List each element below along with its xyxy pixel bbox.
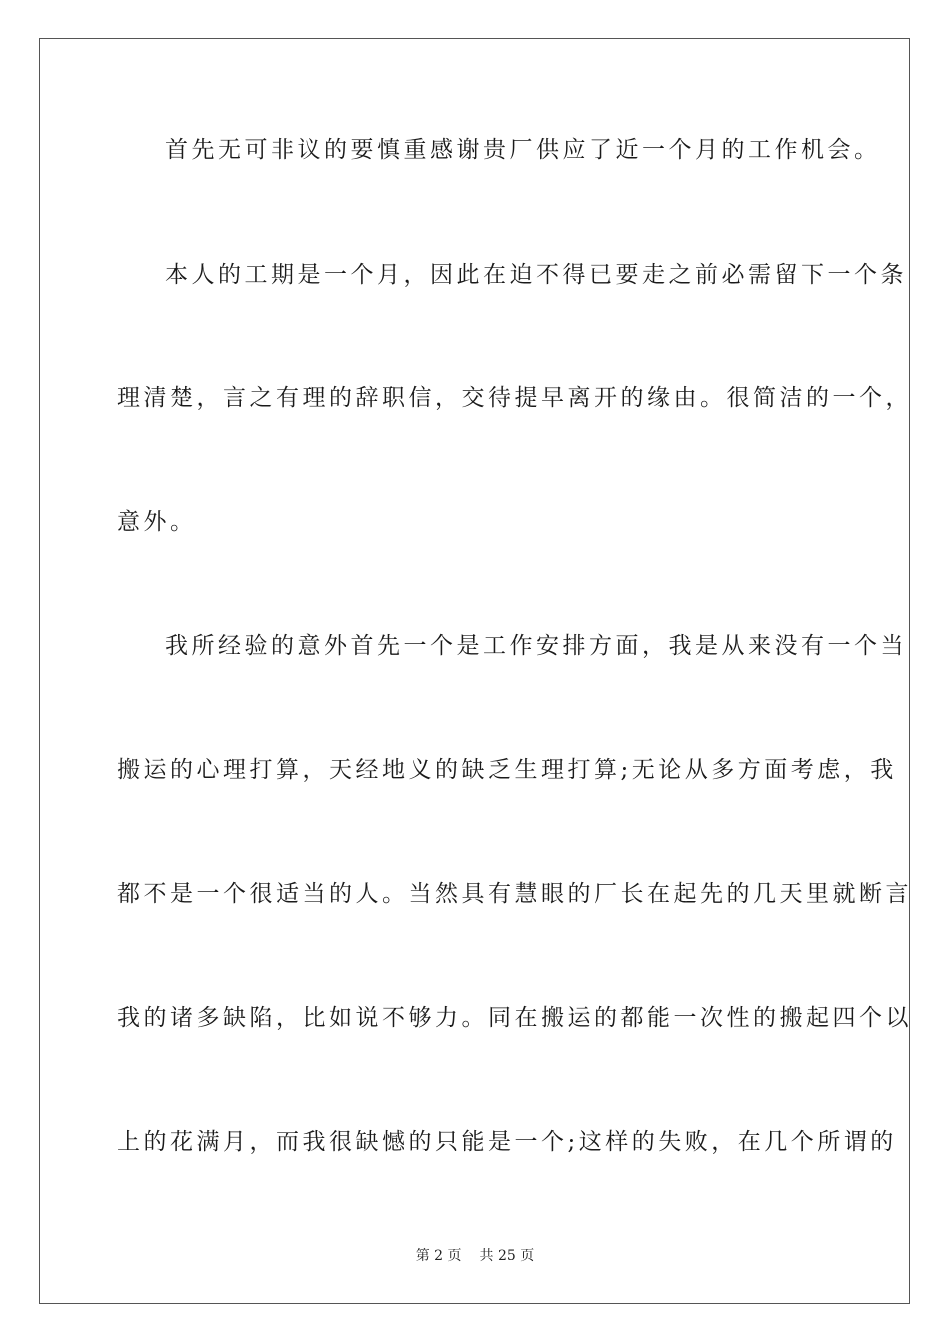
paragraph-line-1: 首先无可非议的要慎重感谢贵厂供应了近一个月的工作机会。 [165, 137, 881, 163]
paragraph-line-7: 都不是一个很适当的人。当然具有慧眼的厂长在起先的几天里就断言 [117, 881, 912, 907]
paragraph-line-5: 我所经验的意外首先一个是工作安排方面，我是从来没有一个当 [165, 633, 907, 659]
paragraph-line-8: 我的诸多缺陷，比如说不够力。同在搬运的都能一次性的搬起四个以 [117, 1005, 912, 1031]
paragraph-line-3: 理清楚，言之有理的辞职信，交待提早离开的缘由。很简洁的一个， [117, 385, 912, 411]
paragraph-line-6: 搬运的心理打算，天经地义的缺乏生理打算;无论从多方面考虑，我 [117, 757, 897, 783]
page-total: 共 25 页 [479, 1248, 535, 1264]
page-footer [0, 1247, 950, 1265]
page-number: 第 2 页 [415, 1248, 462, 1264]
page-border [39, 38, 910, 1304]
paragraph-line-9: 上的花满月，而我很缺憾的只能是一个;这样的失败，在几个所谓的 [117, 1129, 897, 1155]
paragraph-line-2: 本人的工期是一个月，因此在迫不得已要走之前必需留下一个条 [165, 262, 907, 288]
paragraph-line-4: 意外。 [117, 509, 197, 535]
